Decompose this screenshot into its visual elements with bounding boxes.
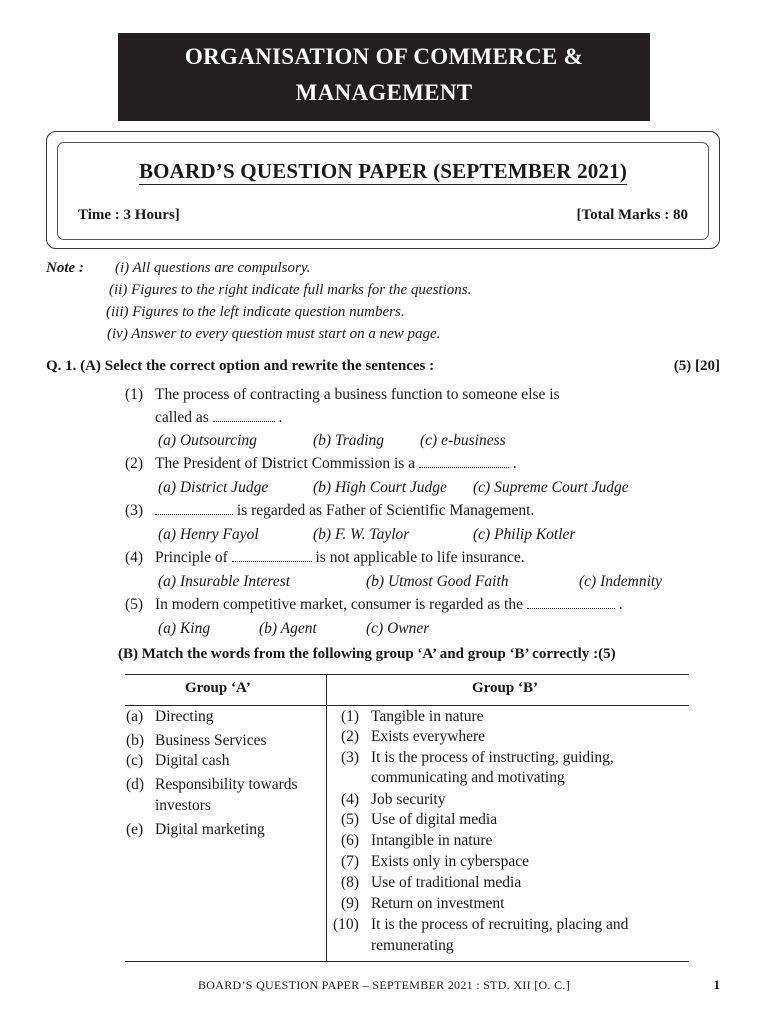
group-b-label: (6) [341,832,360,849]
table-bottom-border [125,961,689,962]
group-b-item: Intangible in nature [371,832,493,849]
mcq-option: (b) Trading [313,432,385,449]
group-a-item: Digital marketing [155,821,265,838]
mcq-option: (c) Supreme Court Judge [473,479,629,496]
total-marks: [Total Marks : 80 [576,207,688,223]
group-b-item: Use of traditional media [371,874,522,891]
mcq-option: (c) e-business [420,432,506,449]
table-column-divider [326,674,327,961]
mcq-option: (b) High Court Judge [313,479,447,496]
subject-title-line1: ORGANISATION OF COMMERCE & [184,44,584,69]
paper-info-box [46,131,720,249]
group-a-label: (e) [126,821,144,838]
answer-blank [527,596,615,609]
group-b-item: It is the process of instructing, guiding, [371,749,614,766]
group-b-item: Exists everywhere [371,728,486,745]
mcq-option: (b) Utmost Good Faith [366,573,509,590]
mcq-option: (c) Owner [366,620,430,637]
mcq-question-line: In modern competitive market, consumer is regarded as the . [155,596,623,613]
question-1-heading: Q. 1. (A) Select the correct option and rewrite the sentences : [46,358,435,374]
mcq-option: (a) Henry Fayol [158,526,259,543]
group-a-item-cont: investors [155,797,211,814]
group-b-label: (10) [333,916,359,933]
part-b-heading: (B) Match the words from the following group ‘A’ and group ‘B’ correctly :(5) [118,646,616,662]
mcq-question-line: called as . [155,409,283,426]
group-b-label: (2) [341,728,360,745]
group-b-item: It is the process of recruiting, placing and [371,916,629,933]
mcq-question-line: is regarded as Father of Scientific Management. [155,502,534,520]
group-b-label: (9) [341,895,360,912]
subject-title-line2: MANAGEMENT [295,80,473,105]
group-b-item-cont: remunerating [371,937,454,954]
group-b-item: Tangible in nature [371,708,484,725]
mcq-option: (c) Philip Kotler [473,526,576,543]
group-b-item: Use of digital media [371,811,498,828]
note-item: (i) All questions are compulsory. [115,260,311,276]
paper-info-inner-box [57,142,709,240]
mcq-option: (a) Outsourcing [158,432,257,449]
group-b-item-cont: communicating and motivating [371,769,565,786]
group-b-item: Job security [371,791,446,808]
question-1-marks: (5) [20] [673,358,720,374]
mcq-option: (c) Indemnity [579,573,663,590]
mcq-number: (5) [125,596,144,613]
group-b-header: Group ‘B’ [472,680,538,696]
table-header-border [125,705,689,706]
group-b-label: (3) [341,749,360,766]
mcq-option: (a) District Judge [158,479,269,496]
group-b-item: Exists only in cyberspace [371,853,529,870]
mcq-number: (4) [125,549,144,566]
mcq-option: (b) Agent [259,620,317,637]
table-top-border [125,674,689,675]
group-a-label: (a) [126,708,144,725]
group-b-label: (5) [341,811,360,828]
answer-blank [232,549,312,562]
group-a-header: Group ‘A’ [185,680,251,696]
mcq-question-line: The process of contracting a business function to someone else is [155,386,560,403]
answer-blank [213,409,275,422]
group-b-label: (7) [341,853,360,870]
group-a-label: (c) [126,752,144,769]
group-b-label: (8) [341,874,360,891]
note-item: (ii) Figures to the right indicate full marks for the questions. [109,282,472,298]
subject-banner [118,33,650,121]
answer-blank [419,455,509,468]
group-b-label: (4) [341,791,360,808]
note-item: (iii) Figures to the left indicate question numbers. [106,304,405,320]
mcq-question-line: The President of District Commission is a . [155,455,517,472]
page-footer: BOARD’S QUESTION PAPER – SEPTEMBER 2021 : STD. XII [O. C.] [198,978,570,992]
group-a-item: Business Services [155,732,267,749]
page-number: 1 [713,977,720,992]
mcq-number: (3) [125,502,144,519]
group-a-label: (d) [126,776,145,793]
group-a-label: (b) [126,732,145,749]
group-a-item: Responsibility towards [155,776,298,793]
note-label: Note : [46,260,84,276]
group-a-item: Digital cash [155,752,230,769]
group-b-label: (1) [341,708,360,725]
group-b-item: Return on investment [371,895,505,912]
mcq-number: (2) [125,455,144,472]
note-item: (iv) Answer to every question must start on a new page. [107,326,441,342]
mcq-option: (a) Insurable Interest [158,573,291,590]
mcq-question-line: Principle of is not applicable to life insurance. [155,549,525,566]
mcq-option: (a) King [158,620,211,637]
paper-title: BOARD’S QUESTION PAPER (SEPTEMBER 2021) [138,159,628,183]
group-a-item: Directing [155,708,214,725]
time-allowed: Time : 3 Hours] [78,207,180,223]
mcq-option: (b) F. W. Taylor [313,526,410,543]
answer-blank [155,502,233,515]
mcq-number: (1) [125,386,144,403]
